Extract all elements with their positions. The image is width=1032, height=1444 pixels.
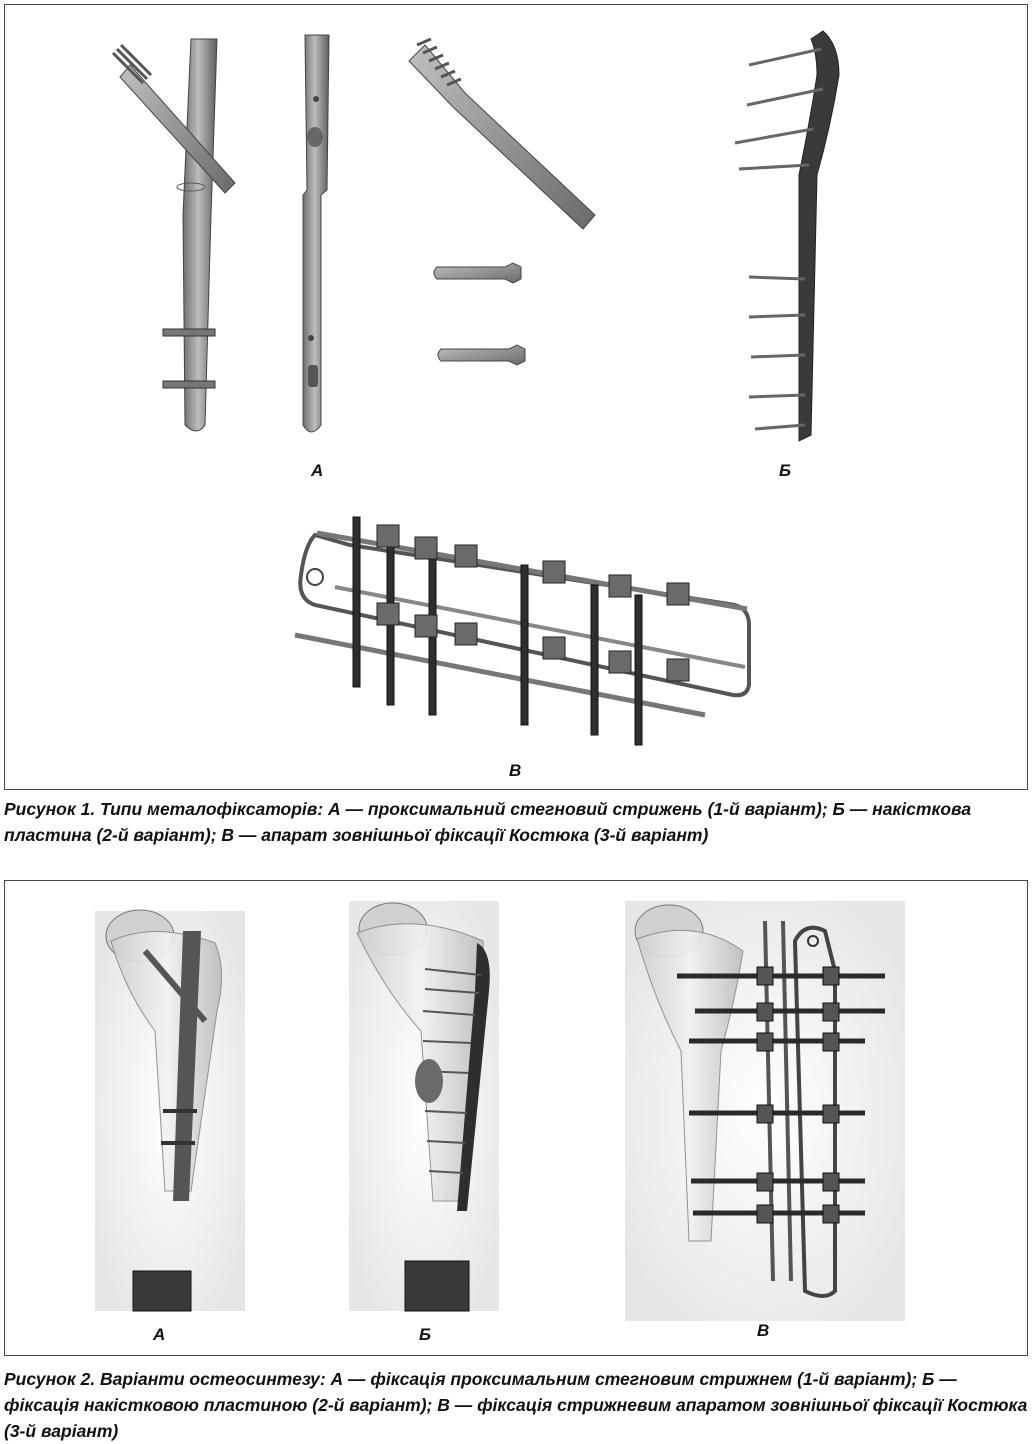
figure-1-label-v: В — [509, 761, 522, 780]
figure-2-label-a: А — [153, 1325, 166, 1344]
proximal-femoral-nail-variant-1 — [113, 39, 235, 431]
figure-1-label-a: А — [311, 461, 324, 480]
figure-2-label-v: В — [757, 1321, 770, 1340]
figure-2-label-b: Б — [419, 1325, 432, 1344]
femur-with-bone-plate — [349, 901, 499, 1311]
femur-with-proximal-nail — [95, 910, 245, 1311]
figure-1 — [4, 4, 1028, 790]
kostyuk-external-fixator — [295, 517, 749, 745]
figure-2-drawing — [5, 881, 1027, 1355]
proximal-femoral-nail-variant-2 — [303, 35, 329, 432]
bone-plate-with-screws — [735, 31, 839, 441]
femur-with-external-fixator — [625, 901, 905, 1321]
figure-2-caption: Рисунок 2. Варіанти остеосинтезу: А — фіксація проксимальним стегновим стрижнем (1-й варіант); Б — фіксація накістковою пластиною (2-й варіант); В — фіксація стрижневим апаратом зовнішньої фіксації Костюка (3-й варіант) — [4, 1369, 1028, 1441]
figure-1-drawing — [5, 5, 1027, 789]
figure-1-caption: Рисунок 1. Типи металофіксаторів: А — проксимальний стегновий стрижень (1-й варіант); Б — накісткова пластина (2-й варіант); В — апарат зовнішньої фіксації Костюка (3-й варіант) — [4, 799, 972, 845]
figure-1-label-b: Б — [779, 461, 792, 480]
figure-2 — [4, 880, 1028, 1356]
lag-screw-and-locking-bolts — [409, 39, 595, 365]
